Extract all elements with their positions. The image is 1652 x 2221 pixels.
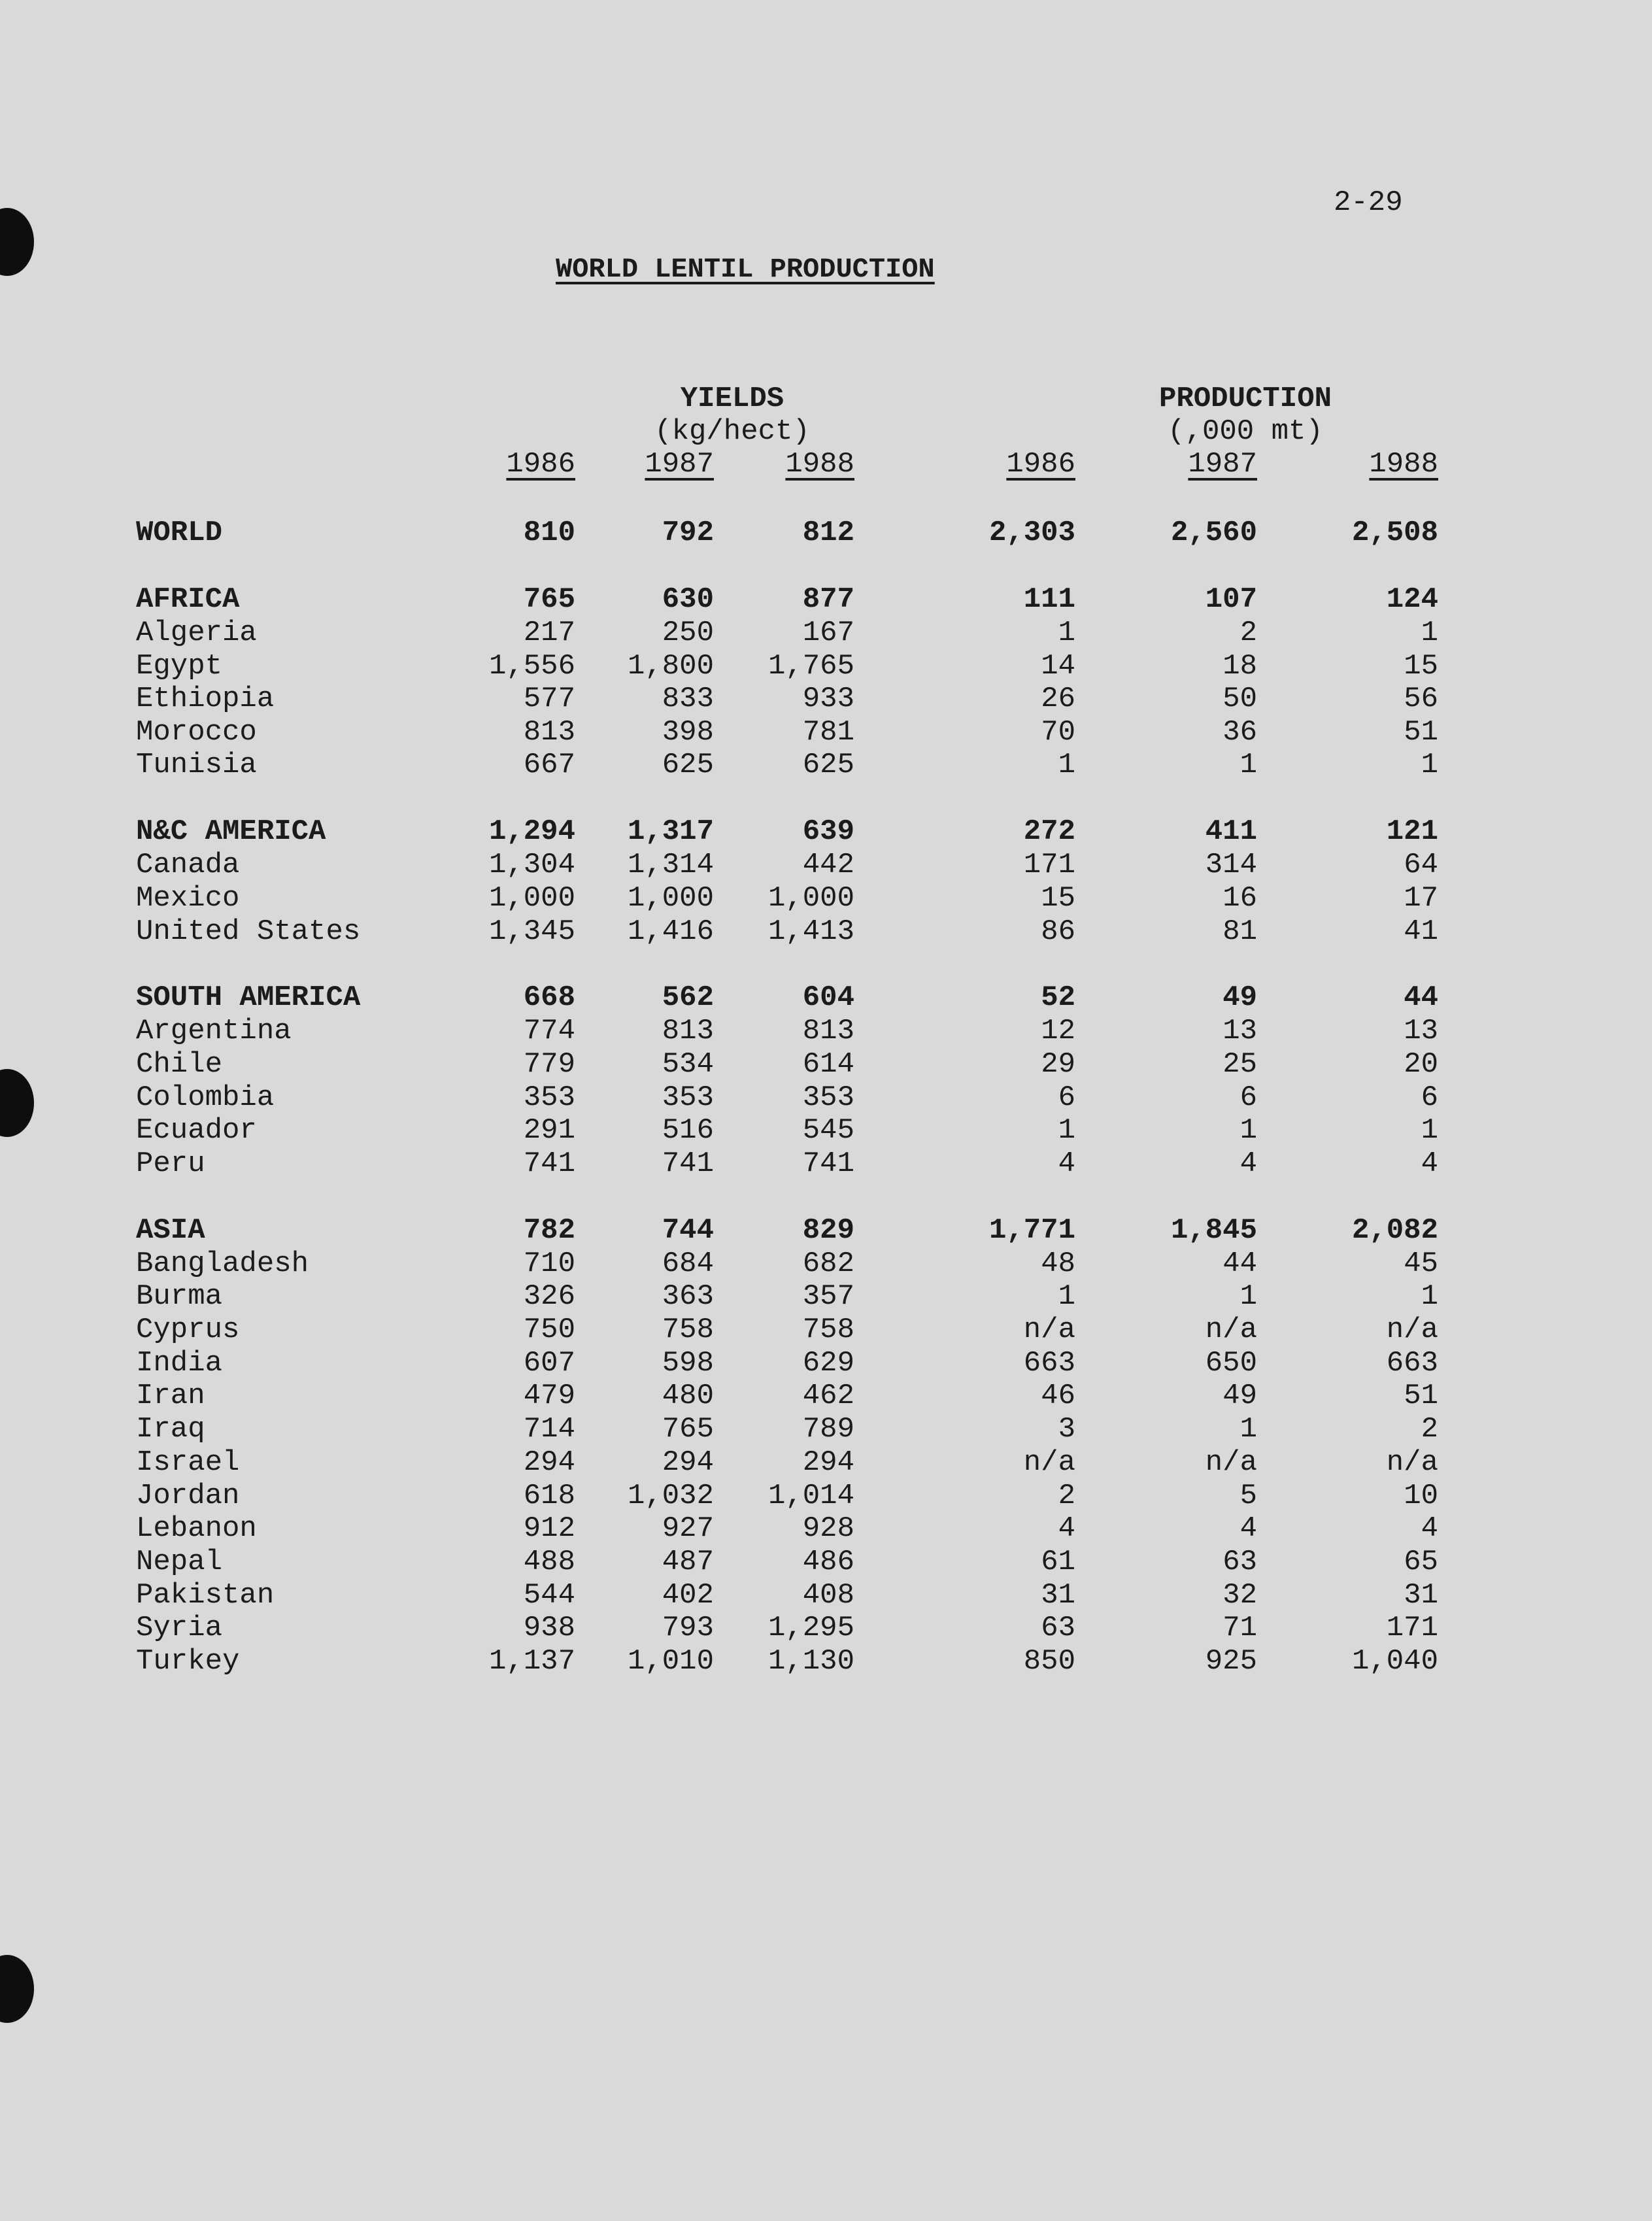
production-cell: n/a: [1205, 1446, 1257, 1479]
yield-cell: 714: [523, 1413, 575, 1446]
yield-cell: 488: [523, 1546, 575, 1578]
yield-cell: 217: [523, 617, 575, 649]
production-cell: 25: [1222, 1048, 1257, 1081]
yield-cell: 402: [662, 1579, 714, 1612]
production-cell: 2: [1239, 617, 1257, 649]
production-cell: 31: [1404, 1579, 1438, 1612]
yield-cell: 810: [523, 517, 575, 549]
row-label: India: [136, 1347, 223, 1380]
production-cell: 71: [1222, 1612, 1257, 1644]
yield-cell: 781: [802, 716, 854, 749]
table-region-row: [0, 583, 1652, 616]
production-cell: 2: [1421, 1413, 1438, 1446]
production-cell: 121: [1386, 815, 1438, 848]
table-row: [0, 1015, 1652, 1047]
row-label: Turkey: [136, 1645, 240, 1678]
yield-cell: 793: [662, 1612, 714, 1644]
production-cell: 32: [1222, 1579, 1257, 1612]
table-row: [0, 716, 1652, 749]
production-cell: 663: [1386, 1347, 1438, 1380]
yield-cell: 534: [662, 1048, 714, 1081]
yield-cell: 1,130: [767, 1645, 854, 1678]
production-cell: 45: [1404, 1247, 1438, 1280]
yield-cell: 1,010: [627, 1645, 714, 1678]
yield-cell: 167: [802, 617, 854, 649]
production-title: PRODUCTION: [1158, 382, 1332, 415]
yield-cell: 758: [662, 1314, 714, 1346]
table-row: [0, 650, 1652, 683]
production-cell: 1: [1239, 1114, 1257, 1147]
production-cell: 81: [1222, 915, 1257, 948]
row-label: Tunisia: [136, 749, 257, 781]
table-row: [0, 849, 1652, 881]
yield-cell: 639: [802, 815, 854, 848]
yield-cell: 625: [662, 749, 714, 781]
row-label: Argentina: [136, 1015, 292, 1047]
yield-cell: 614: [802, 1048, 854, 1081]
row-label: Canada: [136, 849, 240, 881]
row-label: United States: [136, 915, 361, 948]
production-unit: (,000 mt): [1168, 415, 1323, 448]
yield-cell: 1,416: [627, 915, 714, 948]
production-cell: 63: [1222, 1546, 1257, 1578]
production-cell: 1: [1421, 1280, 1438, 1313]
table-row: [0, 915, 1652, 948]
yield-cell: 487: [662, 1546, 714, 1578]
year-header-yield-1988: 1988: [785, 448, 854, 481]
table-row: [0, 1480, 1652, 1512]
row-label: Syria: [136, 1612, 223, 1644]
yields-title: YIELDS: [680, 382, 784, 415]
production-cell: 51: [1404, 1380, 1438, 1412]
table-row: [0, 749, 1652, 781]
table-row: [0, 683, 1652, 715]
row-label: N&C AMERICA: [136, 815, 326, 848]
yield-cell: 353: [802, 1081, 854, 1114]
production-cell: 15: [1404, 650, 1438, 683]
yield-cell: 1,304: [488, 849, 575, 881]
yield-cell: 813: [802, 1015, 854, 1047]
production-cell: 1,771: [988, 1214, 1075, 1247]
production-cell: 70: [1041, 716, 1075, 749]
yield-cell: 1,137: [488, 1645, 575, 1678]
yield-cell: 912: [523, 1512, 575, 1545]
yield-cell: 544: [523, 1579, 575, 1612]
yield-cell: 813: [662, 1015, 714, 1047]
yield-cell: 1,765: [767, 650, 854, 683]
row-label: Chile: [136, 1048, 223, 1081]
year-header-yield-1987: 1987: [645, 448, 714, 481]
production-cell: 6: [1239, 1081, 1257, 1114]
production-cell: 1: [1421, 749, 1438, 781]
table-row: [0, 1612, 1652, 1644]
production-cell: 44: [1404, 981, 1438, 1014]
production-cell: 51: [1404, 716, 1438, 749]
yield-cell: 782: [523, 1214, 575, 1247]
production-cell: 6: [1421, 1081, 1438, 1114]
production-cell: 314: [1205, 849, 1257, 881]
yield-cell: 1,032: [627, 1480, 714, 1512]
yield-cell: 789: [802, 1413, 854, 1446]
yield-cell: 938: [523, 1612, 575, 1644]
yields-unit: (kg/hect): [654, 415, 810, 448]
table-region-row: [0, 815, 1652, 848]
table-row: [0, 617, 1652, 649]
yield-cell: 1,000: [767, 882, 854, 915]
row-label: Colombia: [136, 1081, 275, 1114]
production-cell: 1: [1421, 617, 1438, 649]
production-cell: 1: [1058, 1280, 1075, 1313]
row-label: Iran: [136, 1380, 205, 1412]
production-cell: 14: [1041, 650, 1075, 683]
yield-cell: 1,800: [627, 650, 714, 683]
yield-cell: 357: [802, 1280, 854, 1313]
row-label: Israel: [136, 1446, 240, 1479]
production-cell: n/a: [1023, 1446, 1075, 1479]
production-cell: 107: [1205, 583, 1257, 616]
yield-cell: 398: [662, 716, 714, 749]
production-cell: 1,040: [1351, 1645, 1438, 1678]
production-cell: 44: [1222, 1247, 1257, 1280]
row-label: Mexico: [136, 882, 240, 915]
production-cell: n/a: [1205, 1314, 1257, 1346]
yield-cell: 486: [802, 1546, 854, 1578]
yield-cell: 779: [523, 1048, 575, 1081]
yield-cell: 250: [662, 617, 714, 649]
yield-cell: 1,317: [627, 815, 714, 848]
yield-cell: 294: [662, 1446, 714, 1479]
yield-cell: 933: [802, 683, 854, 715]
row-label: Cyprus: [136, 1314, 240, 1346]
production-cell: 2,560: [1170, 517, 1257, 549]
production-cell: n/a: [1386, 1446, 1438, 1479]
yield-cell: 1,314: [627, 849, 714, 881]
production-cell: 49: [1222, 1380, 1257, 1412]
yield-cell: 682: [802, 1247, 854, 1280]
yield-cell: 516: [662, 1114, 714, 1147]
yield-cell: 562: [662, 981, 714, 1014]
year-header-production-1988: 1988: [1369, 448, 1438, 481]
table-row: [0, 1114, 1652, 1147]
table-row: [0, 1446, 1652, 1479]
row-label: Burma: [136, 1280, 223, 1313]
table-row: [0, 1247, 1652, 1280]
table-row: [0, 1081, 1652, 1114]
row-label: Bangladesh: [136, 1247, 309, 1280]
production-header: [1049, 382, 1441, 448]
production-cell: 850: [1023, 1645, 1075, 1678]
table-row: [0, 1512, 1652, 1545]
year-header-production-1987: 1987: [1188, 448, 1257, 481]
row-label: AFRICA: [136, 583, 240, 616]
yield-cell: 326: [523, 1280, 575, 1313]
production-cell: 1: [1058, 1114, 1075, 1147]
yield-cell: 1,000: [627, 882, 714, 915]
table-row: [0, 1413, 1652, 1446]
production-cell: 12: [1041, 1015, 1075, 1047]
table-region-row: [0, 981, 1652, 1014]
table-row: [0, 1048, 1652, 1081]
yield-cell: 625: [802, 749, 854, 781]
yield-cell: 1,345: [488, 915, 575, 948]
production-cell: 41: [1404, 915, 1438, 948]
production-cell: 111: [1023, 583, 1075, 616]
yield-cell: 765: [662, 1413, 714, 1446]
production-cell: 4: [1239, 1512, 1257, 1545]
yield-cell: 1,295: [767, 1612, 854, 1644]
production-cell: 50: [1222, 683, 1257, 715]
yield-cell: 813: [523, 716, 575, 749]
yield-cell: 294: [802, 1446, 854, 1479]
production-cell: 2,508: [1351, 517, 1438, 549]
yield-cell: 607: [523, 1347, 575, 1380]
yield-cell: 618: [523, 1480, 575, 1512]
production-cell: 86: [1041, 915, 1075, 948]
production-cell: 61: [1041, 1546, 1075, 1578]
production-cell: n/a: [1386, 1314, 1438, 1346]
yield-cell: 462: [802, 1380, 854, 1412]
production-cell: 26: [1041, 683, 1075, 715]
production-cell: 17: [1404, 882, 1438, 915]
yield-cell: 1,556: [488, 650, 575, 683]
row-label: ASIA: [136, 1214, 205, 1247]
production-cell: 10: [1404, 1480, 1438, 1512]
production-cell: 63: [1041, 1612, 1075, 1644]
year-header-production-1986: 1986: [1006, 448, 1075, 481]
production-cell: 52: [1041, 981, 1075, 1014]
yield-cell: 291: [523, 1114, 575, 1147]
production-cell: 16: [1222, 882, 1257, 915]
yield-cell: 1,014: [767, 1480, 854, 1512]
production-cell: 4: [1421, 1147, 1438, 1180]
production-cell: 1: [1058, 617, 1075, 649]
yield-cell: 829: [802, 1214, 854, 1247]
production-cell: 1,845: [1170, 1214, 1257, 1247]
production-cell: 65: [1404, 1546, 1438, 1578]
binder-hole: [0, 1955, 34, 2023]
production-cell: 4: [1058, 1147, 1075, 1180]
row-label: Jordan: [136, 1480, 240, 1512]
production-cell: 18: [1222, 650, 1257, 683]
yield-cell: 927: [662, 1512, 714, 1545]
yield-cell: 741: [662, 1147, 714, 1180]
yield-cell: 667: [523, 749, 575, 781]
production-cell: 4: [1421, 1512, 1438, 1545]
yield-cell: 604: [802, 981, 854, 1014]
yield-cell: 479: [523, 1380, 575, 1412]
yield-cell: 765: [523, 583, 575, 616]
production-cell: 1: [1239, 1280, 1257, 1313]
yield-cell: 928: [802, 1512, 854, 1545]
yield-cell: 758: [802, 1314, 854, 1346]
row-label: Egypt: [136, 650, 223, 683]
production-cell: 20: [1404, 1048, 1438, 1081]
yield-cell: 833: [662, 683, 714, 715]
yield-cell: 630: [662, 583, 714, 616]
table-row: [0, 1579, 1652, 1612]
yield-cell: 1,000: [488, 882, 575, 915]
row-label: Lebanon: [136, 1512, 257, 1545]
table-row: [0, 1347, 1652, 1380]
table-row: [0, 1147, 1652, 1180]
yield-cell: 577: [523, 683, 575, 715]
table-row: [0, 1280, 1652, 1313]
production-cell: 3: [1058, 1413, 1075, 1446]
production-cell: 4: [1239, 1147, 1257, 1180]
yield-cell: 744: [662, 1214, 714, 1247]
production-cell: 29: [1041, 1048, 1075, 1081]
yields-header: [536, 382, 928, 448]
yield-cell: 353: [662, 1081, 714, 1114]
production-cell: 2: [1058, 1480, 1075, 1512]
yield-cell: 294: [523, 1446, 575, 1479]
production-cell: 1: [1239, 1413, 1257, 1446]
yield-cell: 812: [802, 517, 854, 549]
row-label: Morocco: [136, 716, 257, 749]
production-cell: 64: [1404, 849, 1438, 881]
yield-cell: 668: [523, 981, 575, 1014]
row-label: Iraq: [136, 1413, 205, 1446]
yield-cell: 792: [662, 517, 714, 549]
page-number: 2-29: [1334, 186, 1403, 219]
production-cell: 1: [1239, 749, 1257, 781]
production-cell: 49: [1222, 981, 1257, 1014]
production-cell: 6: [1058, 1081, 1075, 1114]
row-label: Ecuador: [136, 1114, 257, 1147]
yield-cell: 442: [802, 849, 854, 881]
yield-cell: 598: [662, 1347, 714, 1380]
production-cell: 124: [1386, 583, 1438, 616]
production-cell: 13: [1222, 1015, 1257, 1047]
yield-cell: 750: [523, 1314, 575, 1346]
row-label: Pakistan: [136, 1579, 275, 1612]
table-row: [0, 1546, 1652, 1578]
production-cell: 2,303: [988, 517, 1075, 549]
yield-cell: 353: [523, 1081, 575, 1114]
table-row: [0, 1645, 1652, 1678]
yield-cell: 741: [802, 1147, 854, 1180]
production-cell: 171: [1023, 849, 1075, 881]
production-cell: 925: [1205, 1645, 1257, 1678]
row-label: WORLD: [136, 517, 223, 549]
production-cell: 1: [1058, 749, 1075, 781]
row-label: Ethiopia: [136, 683, 275, 715]
production-cell: 1: [1421, 1114, 1438, 1147]
year-header-yield-1986: 1986: [506, 448, 575, 481]
production-cell: 15: [1041, 882, 1075, 915]
yield-cell: 1,413: [767, 915, 854, 948]
yield-cell: 741: [523, 1147, 575, 1180]
production-cell: 31: [1041, 1579, 1075, 1612]
production-cell: 4: [1058, 1512, 1075, 1545]
production-cell: 272: [1023, 815, 1075, 848]
yield-cell: 480: [662, 1380, 714, 1412]
table-row: [0, 1380, 1652, 1412]
yield-cell: 710: [523, 1247, 575, 1280]
production-cell: 36: [1222, 716, 1257, 749]
row-label: Nepal: [136, 1546, 223, 1578]
yield-cell: 684: [662, 1247, 714, 1280]
table-row: [0, 1314, 1652, 1346]
production-cell: 56: [1404, 683, 1438, 715]
production-cell: 48: [1041, 1247, 1075, 1280]
row-label: Peru: [136, 1147, 205, 1180]
page-title: WORLD LENTIL PRODUCTION: [556, 254, 935, 285]
production-cell: 13: [1404, 1015, 1438, 1047]
table-region-row: [0, 1214, 1652, 1247]
yield-cell: 363: [662, 1280, 714, 1313]
production-cell: 5: [1239, 1480, 1257, 1512]
yield-cell: 877: [802, 583, 854, 616]
row-label: SOUTH AMERICA: [136, 981, 361, 1014]
yield-cell: 1,294: [488, 815, 575, 848]
production-cell: 171: [1386, 1612, 1438, 1644]
production-cell: 650: [1205, 1347, 1257, 1380]
production-cell: 46: [1041, 1380, 1075, 1412]
production-cell: n/a: [1023, 1314, 1075, 1346]
yield-cell: 408: [802, 1579, 854, 1612]
yield-cell: 545: [802, 1114, 854, 1147]
table-row: [0, 882, 1652, 915]
binder-hole: [0, 208, 34, 276]
production-cell: 411: [1205, 815, 1257, 848]
production-cell: 663: [1023, 1347, 1075, 1380]
yield-cell: 774: [523, 1015, 575, 1047]
production-cell: 2,082: [1351, 1214, 1438, 1247]
table-region-row: [0, 517, 1652, 549]
row-label: Algeria: [136, 617, 257, 649]
yield-cell: 629: [802, 1347, 854, 1380]
